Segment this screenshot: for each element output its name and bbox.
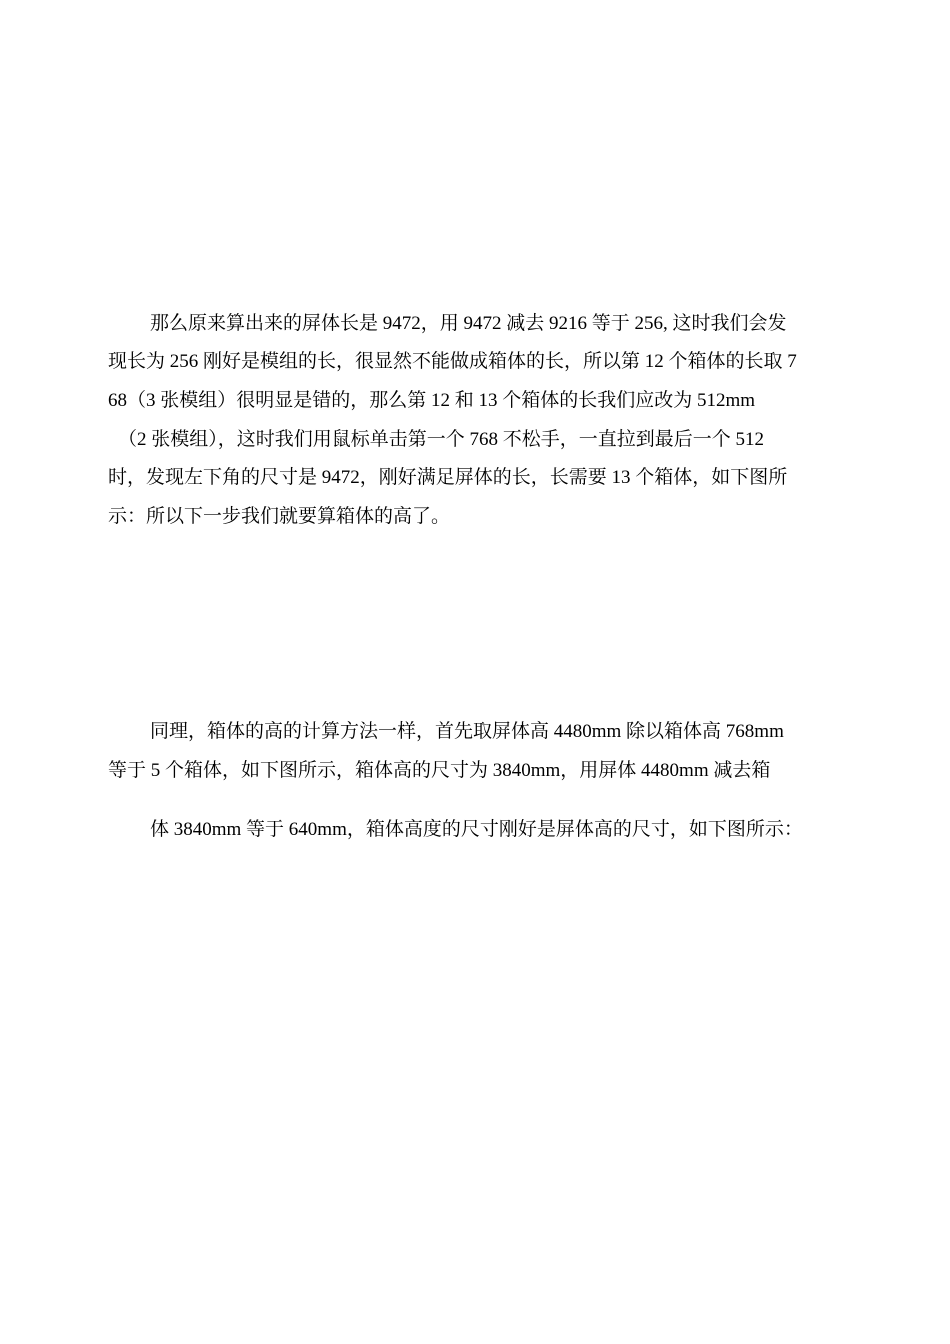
text-line: 现长为 256 刚好是模组的长，很显然不能做成箱体的长，所以第 12 个箱体的长取 7: [108, 351, 797, 372]
text-line: 体 3840mm 等于 640mm，箱体高度的尺寸刚好是屏体高的尺寸，如下图所示：: [150, 819, 803, 840]
text-line: 那么原来算出来的屏体长是 9472，用 9472 减去 9216 等于 256, 这时我们会发: [150, 313, 787, 334]
text-line: 同理，箱体的高的计算方法一样，首先取屏体高 4480mm 除以箱体高 768mm: [150, 721, 784, 742]
text-line: 68（3 张模组）很明显是错的，那么第 12 和 13 个箱体的长我们应改为 512mm: [108, 390, 756, 411]
text-line: （2 张模组），这时我们用鼠标单击第一个 768 不松手，一直拉到最后一个 512: [118, 429, 765, 450]
text-line: 时，发现左下角的尺寸是 9472，刚好满足屏体的长，长需要 13 个箱体，如下图所: [108, 467, 788, 488]
text-line: 示：所以下一步我们就要算箱体的高了。: [108, 506, 451, 527]
text-line: 等于 5 个箱体，如下图所示，箱体高的尺寸为 3840mm，用屏体 4480mm 减去箱: [108, 760, 771, 781]
